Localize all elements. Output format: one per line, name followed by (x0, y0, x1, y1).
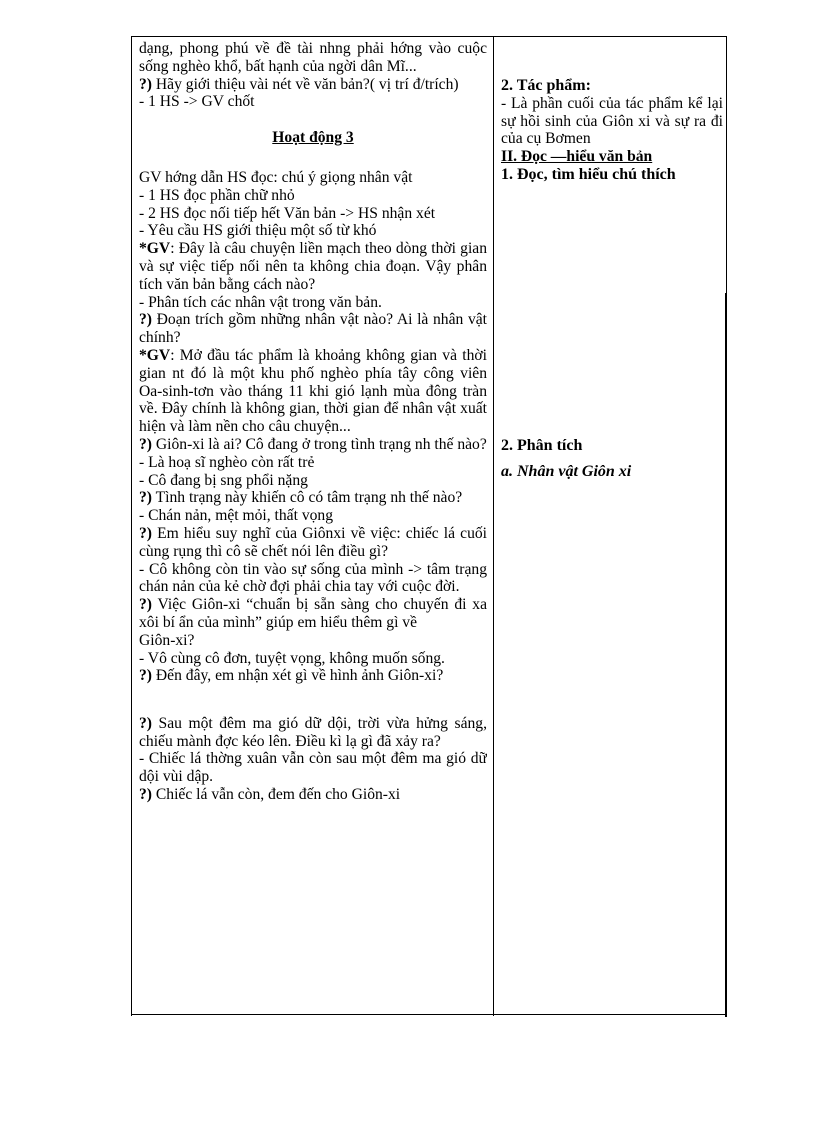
section-heading: II. Đọc —hiểu văn bản (501, 148, 653, 166)
intro-paragraph: dạng, phong phú về đề tài nhng phải hớng vào cuộc sống nghèo khổ, bất hạnh của ngời dân Mĩ... (139, 40, 487, 75)
question-text: ?) Đến đây, em nhận xét gì về hình ảnh Giôn-xi? (139, 667, 444, 685)
column-divider (493, 36, 494, 1016)
right-column (501, 77, 723, 184)
question-text: ?) Hãy giới thiệu vài nét về văn bản?( vị trí đ/trích) (139, 75, 459, 93)
reading-heading: 1. Đọc, tìm hiểu chú thích (501, 165, 676, 183)
question-text: ?) Em hiểu suy nghĩ của Giônxi về việc: chiếc lá cuối cùng rụng thì cô sẽ chết nói lên điều gì? (139, 524, 487, 560)
answer-text: - Là hoạ sĩ nghèo còn rất trẻ (139, 453, 315, 471)
answer-text: - Phân tích các nhân vật trong văn bản. (139, 293, 382, 311)
work-title: 2. Tác phẩm: (501, 77, 591, 94)
answer-text: - Chán nản, mệt mỏi, thất vọng (139, 507, 334, 525)
question-text-continued: Giôn-xi? (139, 631, 195, 649)
instruction-text: - 2 HS đọc nối tiếp hết Văn bản -> HS nhận xét (139, 204, 436, 222)
right-border-thick (725, 293, 727, 1017)
activity-heading: Hoạt động 3 (272, 129, 354, 147)
answer-text: - Cô đang bị sng phổi nặng (139, 471, 308, 489)
instruction-text: - Yêu cầu HS giới thiệu một số từ khó (139, 222, 377, 240)
analysis-block (501, 437, 723, 481)
left-column (139, 40, 487, 804)
answer-text: - Chiếc lá thờng xuân vẫn còn sau một đêm ma gió dữ dội vùi dập. (139, 750, 487, 786)
answer-text: - Vô cùng cô đơn, tuyệt vọng, không muốn sống. (139, 649, 445, 667)
analysis-heading: 2. Phân tích (501, 437, 583, 454)
work-description: - Là phần cuối của tác phẩm kể lại sự hồi sinh của Giôn xi và sự ra đi của cụ Bơmen (501, 94, 723, 148)
answer-text: - Cô không còn tin vào sự sống của mình -> tâm trạng chán nản của kẻ chờ đợi phải chia tay với cuộc đời. (139, 560, 487, 596)
question-text: ?) Đoạn trích gồm những nhân vật nào? Ai là nhân vật chính? (139, 311, 487, 347)
instruction-text: - 1 HS đọc phần chữ nhỏ (139, 186, 295, 204)
table-bottom-edge (131, 1014, 727, 1015)
character-heading: a. Nhân vật Giôn xi (501, 462, 632, 480)
teacher-note: *GV: Đây là câu chuyện liền mạch theo dòng thời gian và sự việc tiếp nối nên ta không chia đoạn. Vậy phân tích văn bản bằng cách nào? (139, 240, 487, 293)
question-text: ?) Việc Giôn-xi “chuẩn bị sẵn sàng cho chuyến đi xa xôi bí ẩn của mình” giúp em hiểu thêm gì về (139, 596, 487, 631)
answer-text: - 1 HS -> GV chốt (139, 93, 255, 111)
question-text: ?) Giôn-xi là ai? Cô đang ở trong tình trạng nh thế nào? (139, 435, 487, 453)
question-text: ?) Sau một đêm ma gió dữ dội, trời vừa hửng sáng, chiếu mành đợc kéo lên. Điều kì lạ gì đã xảy ra? (139, 714, 487, 750)
instruction-text: GV hớng dẫn HS đọc: chú ý giọng nhân vật (139, 168, 413, 186)
question-text: ?) Tình trạng này khiến cô có tâm trạng nh thế nào? (139, 489, 463, 507)
question-text: ?) Chiếc lá vẫn còn, đem đến cho Giôn-xi (139, 786, 401, 804)
teacher-note: *GV: Mở đầu tác phẩm là khoảng không gian và thời gian nt đó là một khu phố nghèo phía tây công viên Oa-sinh-tơn vào tháng 11 khi gió lạnh mùa đông tràn về. Đây chính là không gian, thời gian để nhân vật xuất hiện và làm nền cho câu chuyện... (139, 346, 487, 436)
